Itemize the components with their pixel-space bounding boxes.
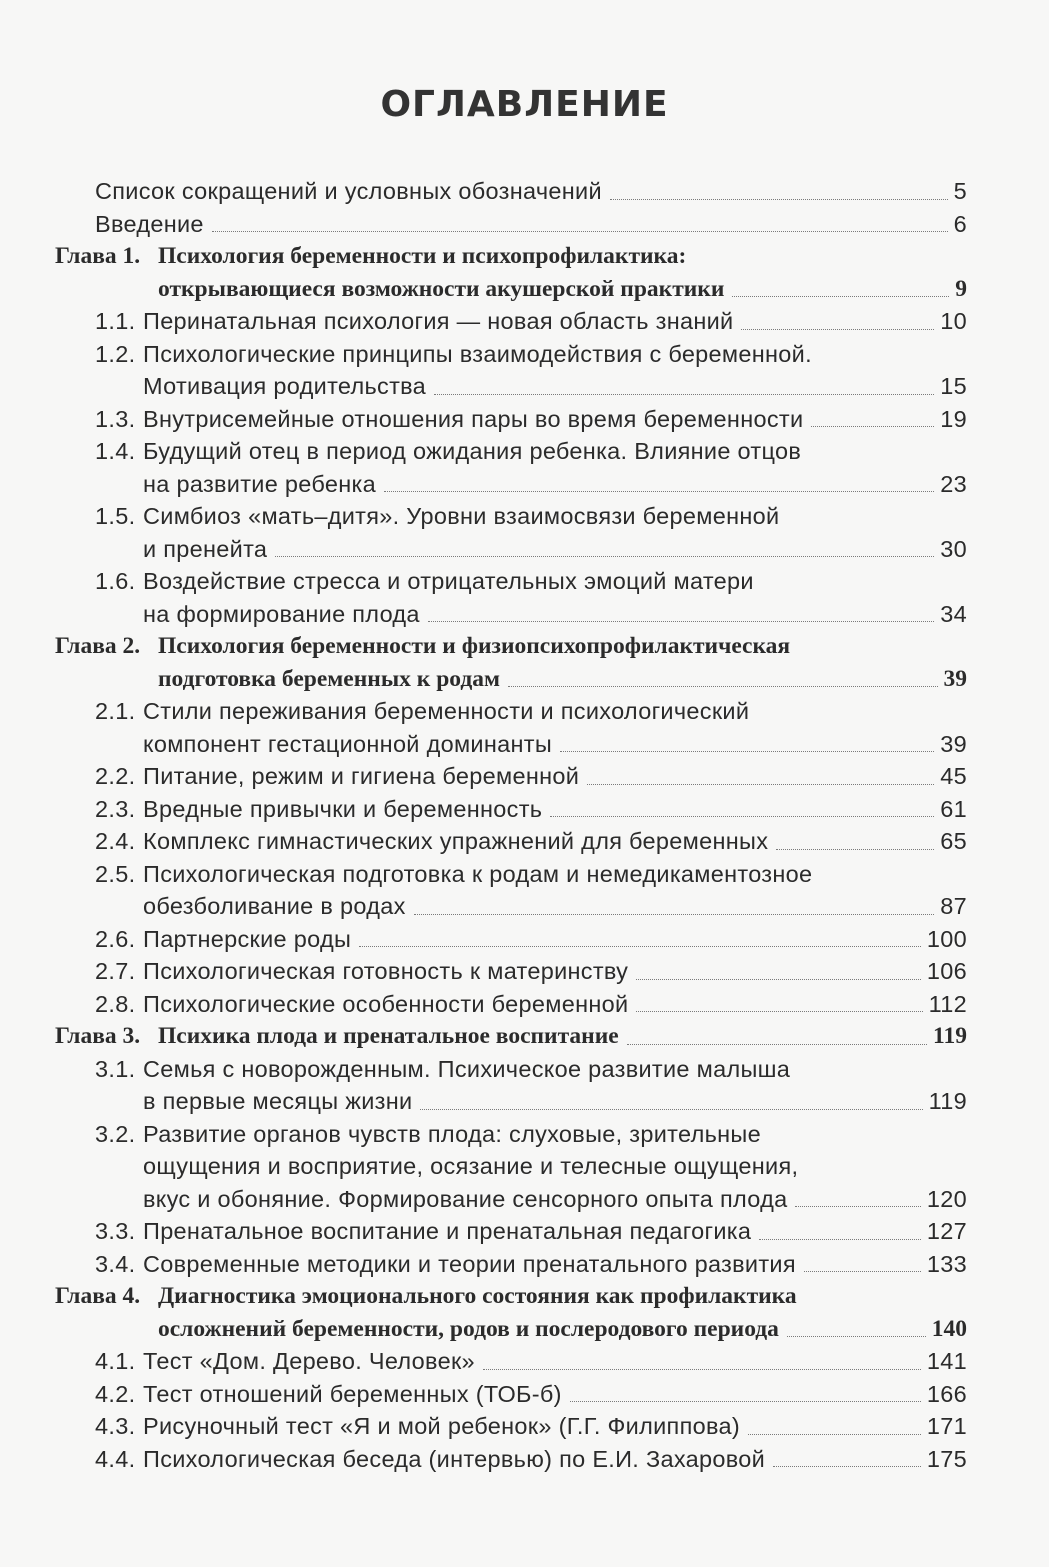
dot-leader [275,533,934,566]
section-line [0,858,1049,891]
dot-leader [420,1085,922,1118]
page-number: 6 [953,210,967,237]
entry-title: Воздействие стресса и отрицательных эмоций матери [143,568,754,594]
chapter-label: Глава 2. [55,633,141,659]
page-number: 133 [926,1250,967,1277]
leader-dots [359,946,921,947]
chapter-line [0,240,1049,273]
leader-dots [636,979,921,980]
page-number: 112 [928,990,967,1017]
leader-dots [811,426,934,427]
section-number: 2.3. [95,795,136,822]
section-line [0,1053,1049,1086]
leader-dots [384,491,934,492]
leader-dots [776,849,934,850]
section-number: 2.1. [95,698,136,724]
section-line [0,338,1049,371]
section-line [0,955,1049,988]
page-number: 15 [940,373,967,399]
leader-dots [550,816,934,817]
dot-leader [748,1410,921,1443]
page-number: 171 [926,1413,967,1439]
page-number: 61 [940,795,967,822]
entry-title: Психологические особенности беременной [143,990,629,1017]
page-number: 119 [928,1088,967,1114]
page-number: 65 [940,828,967,854]
entry-title: Комплекс гимнастических упражнений для беременных [143,828,769,854]
section-number: 1.2. [95,340,136,367]
leader-dots [732,296,949,297]
dot-leader [759,1215,921,1248]
section-number: 1.5. [95,503,136,529]
section-line [0,500,1049,533]
entry-title: Внутрисемейные отношения пары во время беременности [143,405,804,432]
dot-leader [560,728,934,761]
chapter-label: Глава 1. [55,243,141,269]
page-number: 166 [926,1380,967,1407]
entry-title: Тест «Дом. Дерево. Человек» [143,1348,475,1374]
chapter-title: Диагностика эмоционального состояния как профилактика [158,1283,797,1309]
page-number: 39 [943,665,967,692]
entry-title: Психологические принципы взаимодействия с беременной. [143,340,812,367]
dot-leader [804,1248,921,1281]
intro-line [0,175,1049,208]
dot-leader [550,793,934,826]
chapter-line [0,1280,1049,1313]
chapter-title: Психология беременности и психопрофилактика: [158,243,687,269]
chapter-label: Глава 4. [55,1283,141,1309]
dot-leader [359,923,921,956]
page-number: 175 [926,1445,967,1472]
entry-title: Семья с новорожденным. Психическое развитие малыша [143,1055,791,1082]
chapter-line [0,1313,1049,1346]
dot-leader [610,175,948,208]
section-number: 2.5. [95,860,136,887]
entry-title: Рисуночный тест «Я и мой ребенок» (Г.Г. Филиппова) [143,1413,740,1439]
leader-dots [414,914,935,915]
entry-title: на формирование плода [143,600,420,627]
chapter-title: Психика плода и пренатальное воспитание [158,1023,619,1049]
entry-title: Современные методики и теории пренатального развития [143,1250,796,1277]
leader-dots [610,199,948,200]
entry-title: Вредные привычки и беременность [143,795,543,822]
chapter-line [0,663,1049,696]
entry-title: обезболивание в родах [143,893,406,919]
page-title: ОГЛАВЛЕНИЕ [380,84,669,125]
section-line [0,565,1049,598]
section-line [0,1215,1049,1248]
chapter-line [0,630,1049,663]
toc-list [0,175,1049,1475]
leader-dots [420,1109,922,1110]
section-number: 4.1. [95,1348,136,1374]
section-line [0,1378,1049,1411]
section-line [0,403,1049,436]
leader-dots [787,1336,926,1337]
entry-title: Психологическая подготовка к родам и немедикаментозное [143,860,813,887]
entry-title: в первые месяцы жизни [143,1088,413,1114]
chapter-title: подготовка беременных к родам [158,665,500,692]
section-line [0,728,1049,761]
page-number: 19 [940,405,967,432]
entry-title: Список сокращений и условных обозначений [95,178,602,204]
entry-title: Будущий отец в период ожидания ребенка. Влияние отцов [143,438,802,464]
page-number: 87 [940,893,967,919]
leader-dots [275,556,934,557]
leader-dots [587,784,934,785]
chapter-line [0,1020,1049,1053]
entry-title: Питание, режим и гигиена беременной [143,763,580,789]
entry-title: Перинатальная психология — новая область знаний [143,308,734,334]
dot-leader [741,305,934,338]
page-number: 9 [955,275,967,302]
chapter-title: осложнений беременности, родов и послеродового периода [158,1315,779,1342]
entry-title: компонент гестационной доминанты [143,730,553,757]
dot-leader [587,760,934,793]
entry-title: Введение [95,210,204,237]
page-number: 127 [926,1218,967,1244]
dot-leader [212,208,948,241]
entry-title: Симбиоз «мать–дитя». Уровни взаимосвязи беременной [143,503,780,529]
section-line [0,1150,1049,1183]
section-line [0,305,1049,338]
section-number: 3.2. [95,1120,136,1147]
section-line [0,1443,1049,1476]
entry-title: Партнерские роды [143,925,352,952]
section-number: 2.7. [95,958,136,984]
dot-leader [732,273,949,306]
dot-leader [483,1345,921,1378]
page-number: 106 [926,958,967,984]
dot-leader [414,890,935,923]
section-line [0,825,1049,858]
entry-title: Психологическая готовность к материнству [143,958,629,984]
section-line [0,1085,1049,1118]
dot-leader [508,663,938,696]
chapter-title: Психология беременности и физиопсихопрофилактическая [158,633,791,659]
dot-leader [776,825,934,858]
section-line [0,1183,1049,1216]
chapter-label: Глава 3. [55,1023,141,1049]
intro-line [0,208,1049,241]
section-line [0,760,1049,793]
leader-dots [428,621,934,622]
chapter-title: открывающиеся возможности акушерской практики [158,275,725,302]
section-line [0,1248,1049,1281]
section-line [0,1118,1049,1151]
page-number: 10 [940,308,967,334]
page-number: 45 [940,763,967,789]
section-line [0,1345,1049,1378]
dot-leader [627,1020,927,1053]
entry-title: и пренейта [143,535,268,562]
leader-dots [748,1434,921,1435]
page-number: 30 [940,535,967,562]
leader-dots [627,1044,927,1045]
leader-dots [508,686,938,687]
leader-dots [759,1239,921,1240]
leader-dots [804,1271,921,1272]
section-number: 3.4. [95,1250,136,1277]
page-number: 34 [940,600,967,627]
page-number: 140 [931,1315,967,1342]
leader-dots [636,1011,922,1012]
dot-leader [570,1378,921,1411]
leader-dots [570,1401,921,1402]
entry-title: Мотивация родительства [143,373,427,399]
page-number: 120 [926,1185,967,1212]
entry-title: Пренатальное воспитание и пренатальная педагогика [143,1218,752,1244]
leader-dots [434,394,934,395]
section-number: 2.6. [95,925,136,952]
page-number: 5 [953,178,967,204]
section-number: 1.4. [95,438,136,464]
dot-leader [773,1443,921,1476]
entry-title: Развитие органов чувств плода: слуховые, зрительные [143,1120,761,1147]
dot-leader [787,1313,926,1346]
page-number: 23 [940,470,967,497]
entry-title: вкус и обоняние. Формирование сенсорного опыта плода [143,1185,788,1212]
section-number: 1.6. [95,568,136,594]
leader-dots [560,751,934,752]
section-number: 3.3. [95,1218,136,1244]
section-line [0,370,1049,403]
section-number: 1.1. [95,308,136,334]
section-line [0,468,1049,501]
section-number: 2.8. [95,990,136,1017]
entry-title: Тест отношений беременных (ТОБ-б) [143,1380,562,1407]
section-line [0,533,1049,566]
leader-dots [212,231,948,232]
page-number: 39 [940,730,967,757]
dot-leader [811,403,934,436]
section-line [0,1410,1049,1443]
leader-dots [483,1369,921,1370]
section-line [0,923,1049,956]
section-line [0,435,1049,468]
dot-leader [384,468,934,501]
section-number: 4.3. [95,1413,136,1439]
section-line [0,890,1049,923]
chapter-line [0,273,1049,306]
leader-dots [773,1466,921,1467]
section-number: 4.4. [95,1445,136,1472]
entry-title: Стили переживания беременности и психологический [143,698,750,724]
dot-leader [428,598,934,631]
leader-dots [741,329,934,330]
dot-leader [434,370,934,403]
section-line [0,988,1049,1021]
section-number: 3.1. [95,1055,136,1082]
dot-leader [636,955,921,988]
page-number: 141 [926,1348,967,1374]
page-number: 119 [933,1023,967,1049]
section-line [0,695,1049,728]
entry-title: Психологическая беседа (интервью) по Е.И. Захаровой [143,1445,766,1472]
section-line [0,793,1049,826]
leader-dots [795,1206,920,1207]
page-number: 100 [926,925,967,952]
section-line [0,598,1049,631]
section-number: 2.4. [95,828,136,854]
section-number: 1.3. [95,405,136,432]
section-number: 4.2. [95,1380,136,1407]
dot-leader [795,1183,920,1216]
dot-leader [636,988,922,1021]
entry-title: ощущения и восприятие, осязание и телесные ощущения, [143,1153,799,1179]
section-number: 2.2. [95,763,136,789]
entry-title: на развитие ребенка [143,470,377,497]
